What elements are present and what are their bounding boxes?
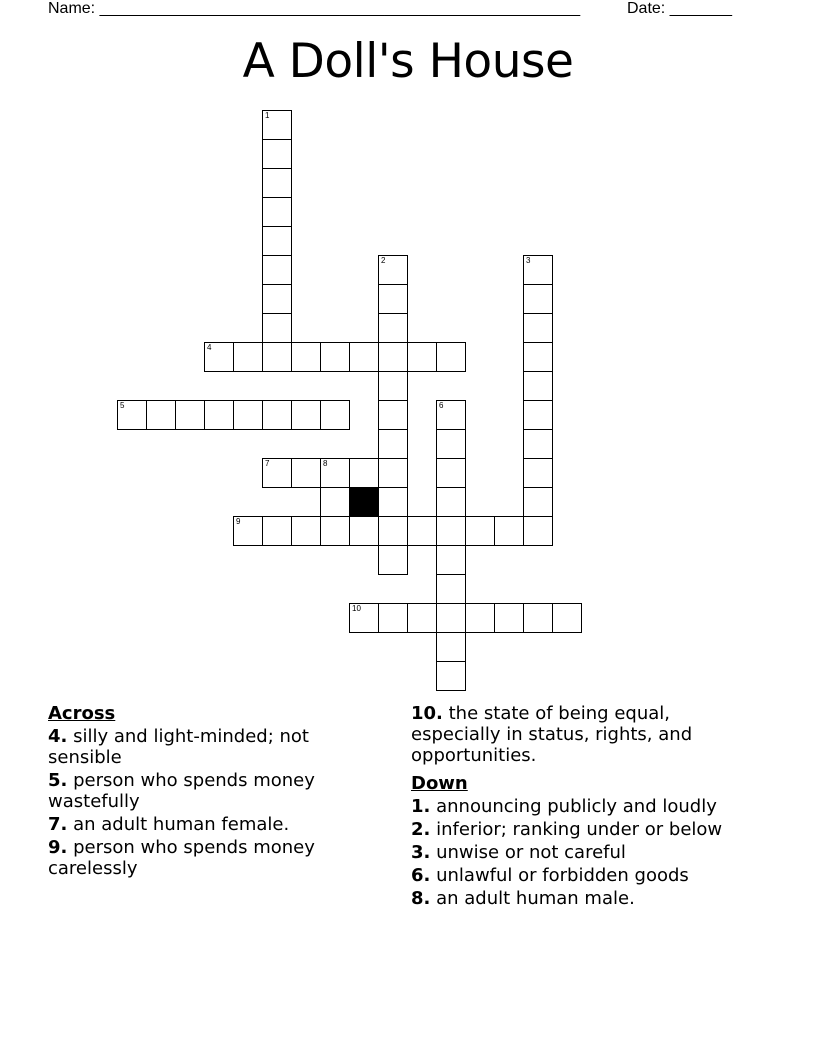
crossword-cell[interactable] bbox=[378, 371, 408, 401]
crossword-cell[interactable] bbox=[291, 516, 321, 546]
across-clue-7 bbox=[48, 814, 368, 835]
crossword-cell[interactable] bbox=[117, 400, 147, 430]
crossword-cell[interactable] bbox=[291, 458, 321, 488]
crossword-cell[interactable] bbox=[378, 284, 408, 314]
clue-number: 4. bbox=[48, 726, 68, 747]
crossword-cell[interactable] bbox=[204, 342, 234, 372]
page-title: A Doll's House bbox=[242, 34, 574, 89]
clue-number: 1. bbox=[411, 796, 431, 817]
clue-number-label: 10 bbox=[352, 604, 361, 613]
across-clue-10 bbox=[411, 703, 761, 766]
crossword-cell[interactable] bbox=[523, 371, 553, 401]
crossword-cell[interactable] bbox=[204, 400, 234, 430]
crossword-cell[interactable] bbox=[494, 516, 524, 546]
crossword-cell[interactable] bbox=[436, 603, 466, 633]
crossword-cell[interactable] bbox=[436, 342, 466, 372]
crossword-cell[interactable] bbox=[436, 516, 466, 546]
clue-number: 2. bbox=[411, 819, 431, 840]
clue-number: 5. bbox=[48, 770, 68, 791]
clue-number: 8. bbox=[411, 888, 431, 909]
clue-number: 7. bbox=[48, 814, 68, 835]
crossword-cell[interactable] bbox=[262, 400, 292, 430]
crossword-cell[interactable] bbox=[523, 400, 553, 430]
crossword-cell[interactable] bbox=[436, 661, 466, 691]
crossword-cell[interactable] bbox=[378, 545, 408, 575]
crossword-cell[interactable] bbox=[291, 400, 321, 430]
clue-number: 6. bbox=[411, 865, 431, 886]
crossword-cell[interactable] bbox=[233, 516, 263, 546]
clue-text: an adult human male. bbox=[436, 888, 635, 909]
clue-number-label: 8 bbox=[323, 459, 328, 468]
clue-text: inferior; ranking under or below bbox=[436, 819, 723, 840]
crossword-cell[interactable] bbox=[233, 342, 263, 372]
crossword-cell[interactable] bbox=[436, 574, 466, 604]
clue-column-left bbox=[48, 703, 368, 881]
down-clue-1 bbox=[411, 796, 761, 817]
clue-number: 10. bbox=[411, 703, 443, 724]
crossword-cell[interactable] bbox=[523, 284, 553, 314]
crossword-cell[interactable] bbox=[378, 603, 408, 633]
crossword-cell[interactable] bbox=[436, 545, 466, 575]
clue-text: unlawful or forbidden goods bbox=[436, 865, 689, 886]
crossword-cell[interactable] bbox=[262, 313, 292, 343]
crossword-cell[interactable] bbox=[262, 226, 292, 256]
name-field-line: Name: ______________________________________________________ bbox=[48, 0, 581, 17]
crossword-cell[interactable] bbox=[494, 603, 524, 633]
crossword-cell[interactable] bbox=[436, 487, 466, 517]
crossword-cell[interactable] bbox=[320, 458, 350, 488]
crossword-cell[interactable] bbox=[523, 458, 553, 488]
clue-text: person who spends money wastefully bbox=[48, 770, 315, 812]
crossword-cell[interactable] bbox=[378, 255, 408, 285]
clue-column-right bbox=[411, 703, 761, 911]
crossword-cell[interactable] bbox=[523, 342, 553, 372]
clue-number-label: 5 bbox=[120, 401, 125, 410]
crossword-cell[interactable] bbox=[262, 516, 292, 546]
crossword-cell[interactable] bbox=[320, 342, 350, 372]
crossword-black-cell bbox=[349, 487, 379, 517]
across-clue-4 bbox=[48, 726, 368, 768]
crossword-cell[interactable] bbox=[262, 110, 292, 140]
clue-number-label: 7 bbox=[265, 459, 270, 468]
crossword-cell[interactable] bbox=[523, 487, 553, 517]
clue-number-label: 6 bbox=[439, 401, 444, 410]
down-heading: Down bbox=[411, 773, 468, 794]
across-heading: Across bbox=[48, 703, 116, 724]
crossword-cell[interactable] bbox=[378, 516, 408, 546]
crossword-cell[interactable] bbox=[262, 139, 292, 169]
crossword-cell[interactable] bbox=[523, 516, 553, 546]
crossword-cell[interactable] bbox=[523, 313, 553, 343]
down-clue-6 bbox=[411, 865, 761, 886]
crossword-cell[interactable] bbox=[552, 603, 582, 633]
crossword-cell[interactable] bbox=[378, 429, 408, 459]
down-clue-3 bbox=[411, 842, 761, 863]
clue-text: announcing publicly and loudly bbox=[436, 796, 717, 817]
crossword-cell[interactable] bbox=[523, 603, 553, 633]
crossword-cell[interactable] bbox=[378, 458, 408, 488]
crossword-cell[interactable] bbox=[407, 342, 437, 372]
crossword-cell[interactable] bbox=[523, 255, 553, 285]
crossword-cell[interactable] bbox=[465, 516, 495, 546]
clue-number-label: 2 bbox=[381, 256, 386, 265]
crossword-cell[interactable] bbox=[407, 603, 437, 633]
crossword-cell[interactable] bbox=[378, 313, 408, 343]
crossword-cell[interactable] bbox=[233, 400, 263, 430]
clue-text: the state of being equal, especially in status, rights, and opportunities. bbox=[411, 703, 693, 766]
crossword-cell[interactable] bbox=[436, 632, 466, 662]
down-clue-2 bbox=[411, 819, 761, 840]
crossword-cell[interactable] bbox=[407, 516, 437, 546]
crossword-cell[interactable] bbox=[146, 400, 176, 430]
crossword-cell[interactable] bbox=[320, 516, 350, 546]
crossword-cell[interactable] bbox=[262, 284, 292, 314]
crossword-cell[interactable] bbox=[262, 342, 292, 372]
clue-number-label: 9 bbox=[236, 517, 241, 526]
across-clue-9 bbox=[48, 837, 368, 879]
crossword-cell[interactable] bbox=[262, 255, 292, 285]
crossword-cell[interactable] bbox=[436, 429, 466, 459]
down-clue-8 bbox=[411, 888, 761, 909]
clue-number: 9. bbox=[48, 837, 68, 858]
crossword-cell[interactable] bbox=[262, 458, 292, 488]
crossword-cell[interactable] bbox=[378, 342, 408, 372]
crossword-cell[interactable] bbox=[291, 342, 321, 372]
across-clue-5 bbox=[48, 770, 368, 812]
clue-number: 3. bbox=[411, 842, 431, 863]
crossword-cell[interactable] bbox=[349, 516, 379, 546]
crossword-cell[interactable] bbox=[349, 603, 379, 633]
clue-number-label: 3 bbox=[526, 256, 531, 265]
crossword-cell[interactable] bbox=[262, 168, 292, 198]
crossword-cell[interactable] bbox=[349, 458, 379, 488]
crossword-cell[interactable] bbox=[436, 458, 466, 488]
crossword-cell[interactable] bbox=[436, 400, 466, 430]
clue-number-label: 1 bbox=[265, 111, 270, 120]
crossword-cell[interactable] bbox=[349, 342, 379, 372]
crossword-cell[interactable] bbox=[465, 603, 495, 633]
crossword-cell[interactable] bbox=[320, 487, 350, 517]
clue-number-label: 4 bbox=[207, 343, 212, 352]
crossword-cell[interactable] bbox=[378, 487, 408, 517]
clue-text: unwise or not careful bbox=[436, 842, 626, 863]
crossword-cell[interactable] bbox=[262, 197, 292, 227]
crossword-cell[interactable] bbox=[320, 400, 350, 430]
clue-text: silly and light-minded; not sensible bbox=[48, 726, 309, 768]
crossword-cell[interactable] bbox=[378, 400, 408, 430]
clue-text: person who spends money carelessly bbox=[48, 837, 315, 879]
crossword-cell[interactable] bbox=[523, 429, 553, 459]
date-field-line: Date: _______ bbox=[627, 0, 732, 17]
clue-text: an adult human female. bbox=[73, 814, 290, 835]
crossword-cell[interactable] bbox=[175, 400, 205, 430]
